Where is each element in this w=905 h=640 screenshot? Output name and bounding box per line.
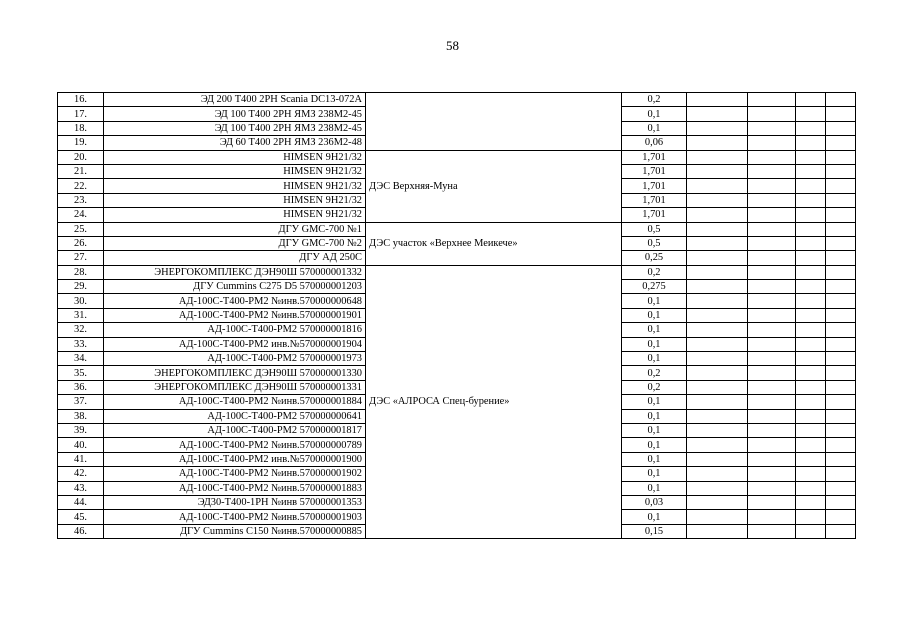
empty-cell xyxy=(826,337,856,351)
row-number: 17. xyxy=(58,107,104,121)
empty-cell xyxy=(796,423,826,437)
row-number: 35. xyxy=(58,366,104,380)
empty-cell xyxy=(748,510,796,524)
empty-cell xyxy=(687,423,748,437)
row-number: 44. xyxy=(58,495,104,509)
equipment-name: ЭД 60 Т400 2РН ЯМЗ 236М2-48 xyxy=(104,136,366,150)
empty-cell xyxy=(687,323,748,337)
equipment-name: АД-100С-Т400-РМ2 570000001973 xyxy=(104,352,366,366)
equipment-name: ЭД 100 Т400 2РН ЯМЗ 238М2-45 xyxy=(104,121,366,135)
empty-cell xyxy=(687,452,748,466)
power-value: 0,1 xyxy=(622,308,687,322)
empty-cell xyxy=(826,323,856,337)
empty-cell xyxy=(748,409,796,423)
empty-cell xyxy=(687,438,748,452)
empty-cell xyxy=(748,467,796,481)
power-value: 0,1 xyxy=(622,352,687,366)
empty-cell xyxy=(748,294,796,308)
empty-cell xyxy=(687,510,748,524)
empty-cell xyxy=(826,438,856,452)
empty-cell xyxy=(687,308,748,322)
equipment-name: АД-100С-Т400-РМ2 №инв.570000001884 xyxy=(104,395,366,409)
row-number: 45. xyxy=(58,510,104,524)
empty-cell xyxy=(748,222,796,236)
power-value: 0,1 xyxy=(622,467,687,481)
row-number: 23. xyxy=(58,193,104,207)
empty-cell xyxy=(796,395,826,409)
empty-cell xyxy=(687,280,748,294)
empty-cell xyxy=(748,452,796,466)
empty-cell xyxy=(826,452,856,466)
equipment-name: HIMSEN 9H21/32 xyxy=(104,150,366,164)
row-number: 43. xyxy=(58,481,104,495)
empty-cell xyxy=(826,366,856,380)
row-number: 16. xyxy=(58,93,104,107)
power-value: 1,701 xyxy=(622,208,687,222)
empty-cell xyxy=(826,524,856,538)
empty-cell xyxy=(687,395,748,409)
empty-cell xyxy=(796,164,826,178)
empty-cell xyxy=(748,208,796,222)
empty-cell xyxy=(796,352,826,366)
empty-cell xyxy=(826,409,856,423)
empty-cell xyxy=(748,366,796,380)
row-number: 31. xyxy=(58,308,104,322)
empty-cell xyxy=(687,524,748,538)
empty-cell xyxy=(796,524,826,538)
empty-cell xyxy=(796,193,826,207)
equipment-name: АД-100С-Т400-РМ2 инв.№570000001900 xyxy=(104,452,366,466)
empty-cell xyxy=(748,308,796,322)
empty-cell xyxy=(748,380,796,394)
equipment-name: АД-100С-Т400-РМ2 инв.№570000001904 xyxy=(104,337,366,351)
power-value: 0,5 xyxy=(622,236,687,250)
empty-cell xyxy=(687,265,748,279)
empty-cell xyxy=(687,352,748,366)
power-value: 0,1 xyxy=(622,510,687,524)
power-value: 0,1 xyxy=(622,452,687,466)
row-number: 33. xyxy=(58,337,104,351)
table-row xyxy=(58,93,856,107)
empty-cell xyxy=(826,280,856,294)
power-value: 0,03 xyxy=(622,495,687,509)
power-value: 0,1 xyxy=(622,395,687,409)
empty-cell xyxy=(687,222,748,236)
empty-cell xyxy=(826,179,856,193)
power-value: 0,1 xyxy=(622,107,687,121)
row-number: 28. xyxy=(58,265,104,279)
empty-cell xyxy=(748,323,796,337)
empty-cell xyxy=(796,467,826,481)
power-value: 0,2 xyxy=(622,93,687,107)
page-number: 58 xyxy=(446,38,459,53)
site-name xyxy=(366,93,622,151)
empty-cell xyxy=(796,510,826,524)
empty-cell xyxy=(796,251,826,265)
power-value: 0,1 xyxy=(622,481,687,495)
empty-cell xyxy=(826,495,856,509)
empty-cell xyxy=(748,265,796,279)
empty-cell xyxy=(826,208,856,222)
table-row xyxy=(58,150,856,164)
empty-cell xyxy=(748,481,796,495)
empty-cell xyxy=(748,438,796,452)
empty-cell xyxy=(687,121,748,135)
row-number: 29. xyxy=(58,280,104,294)
equipment-name: АД-100С-Т400-РМ2 №инв.570000000789 xyxy=(104,438,366,452)
power-value: 0,15 xyxy=(622,524,687,538)
site-name: ДЭС «АЛРОСА Спец-бурение» xyxy=(366,265,622,538)
empty-cell xyxy=(748,193,796,207)
empty-cell xyxy=(826,222,856,236)
empty-cell xyxy=(748,107,796,121)
empty-cell xyxy=(826,510,856,524)
row-number: 24. xyxy=(58,208,104,222)
empty-cell xyxy=(826,121,856,135)
equipment-name: ДГУ АД 250С xyxy=(104,251,366,265)
empty-cell xyxy=(796,208,826,222)
power-value: 0,1 xyxy=(622,121,687,135)
empty-cell xyxy=(796,121,826,135)
empty-cell xyxy=(748,251,796,265)
equipment-table xyxy=(57,92,856,539)
empty-cell xyxy=(796,481,826,495)
empty-cell xyxy=(748,121,796,135)
empty-cell xyxy=(687,164,748,178)
equipment-name: АД-100С-Т400-РМ2 570000001817 xyxy=(104,423,366,437)
row-number: 37. xyxy=(58,395,104,409)
equipment-name: ЭД 200 Т400 2РН Scania DC13-072A xyxy=(104,93,366,107)
empty-cell xyxy=(687,366,748,380)
power-value: 1,701 xyxy=(622,150,687,164)
empty-cell xyxy=(687,481,748,495)
equipment-name: ЭД 100 Т400 2РН ЯМЗ 238М2-45 xyxy=(104,107,366,121)
equipment-name: АД-100С-Т400-РМ2 №инв.570000000648 xyxy=(104,294,366,308)
empty-cell xyxy=(796,337,826,351)
empty-cell xyxy=(687,495,748,509)
equipment-name: АД-100С-Т400-РМ2 №инв.570000001903 xyxy=(104,510,366,524)
empty-cell xyxy=(687,208,748,222)
empty-cell xyxy=(826,251,856,265)
table-row xyxy=(58,265,856,279)
empty-cell xyxy=(748,352,796,366)
empty-cell xyxy=(748,337,796,351)
row-number: 26. xyxy=(58,236,104,250)
equipment-name: ДГУ Cummins C150 №инв.570000000885 xyxy=(104,524,366,538)
empty-cell xyxy=(826,294,856,308)
empty-cell xyxy=(748,280,796,294)
empty-cell xyxy=(796,294,826,308)
empty-cell xyxy=(796,150,826,164)
row-number: 19. xyxy=(58,136,104,150)
power-value: 0,1 xyxy=(622,294,687,308)
power-value: 0,25 xyxy=(622,251,687,265)
empty-cell xyxy=(748,150,796,164)
equipment-name: АД-100С-Т400-РМ2 №инв.570000001883 xyxy=(104,481,366,495)
power-value: 0,1 xyxy=(622,423,687,437)
empty-cell xyxy=(796,107,826,121)
row-number: 20. xyxy=(58,150,104,164)
empty-cell xyxy=(687,380,748,394)
equipment-name: ЭНЕРГОКОМПЛЕКС ДЭН90Ш 570000001330 xyxy=(104,366,366,380)
empty-cell xyxy=(796,265,826,279)
empty-cell xyxy=(796,452,826,466)
empty-cell xyxy=(796,438,826,452)
row-number: 34. xyxy=(58,352,104,366)
row-number: 21. xyxy=(58,164,104,178)
equipment-name: АД-100С-Т400-РМ2 570000000641 xyxy=(104,409,366,423)
empty-cell xyxy=(796,308,826,322)
row-number: 32. xyxy=(58,323,104,337)
empty-cell xyxy=(826,308,856,322)
power-value: 0,1 xyxy=(622,323,687,337)
row-number: 22. xyxy=(58,179,104,193)
row-number: 36. xyxy=(58,380,104,394)
empty-cell xyxy=(826,467,856,481)
row-number: 25. xyxy=(58,222,104,236)
empty-cell xyxy=(826,380,856,394)
empty-cell xyxy=(796,179,826,193)
row-number: 40. xyxy=(58,438,104,452)
empty-cell xyxy=(826,236,856,250)
row-number: 27. xyxy=(58,251,104,265)
empty-cell xyxy=(826,164,856,178)
empty-cell xyxy=(748,524,796,538)
equipment-name: АД-100С-Т400-РМ2 №инв.570000001902 xyxy=(104,467,366,481)
empty-cell xyxy=(687,337,748,351)
equipment-name: ДГУ GMC-700 №1 xyxy=(104,222,366,236)
site-name: ДЭС Верхняя-Муна xyxy=(366,150,622,222)
empty-cell xyxy=(796,280,826,294)
empty-cell xyxy=(826,352,856,366)
empty-cell xyxy=(748,236,796,250)
equipment-name: АД-100С-Т400-РМ2 №инв.570000001901 xyxy=(104,308,366,322)
power-value: 0,1 xyxy=(622,337,687,351)
empty-cell xyxy=(796,136,826,150)
equipment-name: ДГУ Cummins C275 D5 570000001203 xyxy=(104,280,366,294)
empty-cell xyxy=(687,236,748,250)
empty-cell xyxy=(687,107,748,121)
site-name: ДЭС участок «Верхнее Меикече» xyxy=(366,222,622,265)
empty-cell xyxy=(826,150,856,164)
equipment-name: HIMSEN 9H21/32 xyxy=(104,164,366,178)
empty-cell xyxy=(796,323,826,337)
equipment-name: HIMSEN 9H21/32 xyxy=(104,193,366,207)
equipment-name: АД-100С-Т400-РМ2 570000001816 xyxy=(104,323,366,337)
empty-cell xyxy=(796,366,826,380)
equipment-name: ЭД30-Т400-1РН №инв 570000001353 xyxy=(104,495,366,509)
empty-cell xyxy=(826,93,856,107)
empty-cell xyxy=(687,93,748,107)
empty-cell xyxy=(826,136,856,150)
power-value: 1,701 xyxy=(622,164,687,178)
power-value: 1,701 xyxy=(622,193,687,207)
empty-cell xyxy=(826,395,856,409)
empty-cell xyxy=(748,495,796,509)
empty-cell xyxy=(748,93,796,107)
power-value: 0,1 xyxy=(622,409,687,423)
empty-cell xyxy=(687,179,748,193)
table-row xyxy=(58,222,856,236)
empty-cell xyxy=(748,164,796,178)
empty-cell xyxy=(796,222,826,236)
empty-cell xyxy=(826,481,856,495)
power-value: 0,2 xyxy=(622,366,687,380)
power-value: 0,2 xyxy=(622,380,687,394)
empty-cell xyxy=(687,294,748,308)
empty-cell xyxy=(687,251,748,265)
empty-cell xyxy=(687,150,748,164)
empty-cell xyxy=(796,495,826,509)
row-number: 30. xyxy=(58,294,104,308)
row-number: 38. xyxy=(58,409,104,423)
empty-cell xyxy=(826,423,856,437)
power-value: 0,2 xyxy=(622,265,687,279)
empty-cell xyxy=(748,395,796,409)
empty-cell xyxy=(796,93,826,107)
empty-cell xyxy=(687,467,748,481)
empty-cell xyxy=(796,380,826,394)
row-number: 42. xyxy=(58,467,104,481)
empty-cell xyxy=(687,193,748,207)
empty-cell xyxy=(826,107,856,121)
equipment-name: HIMSEN 9H21/32 xyxy=(104,208,366,222)
power-value: 0,5 xyxy=(622,222,687,236)
empty-cell xyxy=(826,193,856,207)
empty-cell xyxy=(796,236,826,250)
empty-cell xyxy=(826,265,856,279)
equipment-name: ЭНЕРГОКОМПЛЕКС ДЭН90Ш 570000001332 xyxy=(104,265,366,279)
row-number: 39. xyxy=(58,423,104,437)
empty-cell xyxy=(748,179,796,193)
row-number: 46. xyxy=(58,524,104,538)
empty-cell xyxy=(796,409,826,423)
equipment-name: HIMSEN 9H21/32 xyxy=(104,179,366,193)
empty-cell xyxy=(748,423,796,437)
row-number: 18. xyxy=(58,121,104,135)
power-value: 0,1 xyxy=(622,438,687,452)
power-value: 0,275 xyxy=(622,280,687,294)
power-value: 1,701 xyxy=(622,179,687,193)
equipment-name: ДГУ GMC-700 №2 xyxy=(104,236,366,250)
empty-cell xyxy=(748,136,796,150)
empty-cell xyxy=(687,136,748,150)
equipment-name: ЭНЕРГОКОМПЛЕКС ДЭН90Ш 570000001331 xyxy=(104,380,366,394)
row-number: 41. xyxy=(58,452,104,466)
empty-cell xyxy=(687,409,748,423)
power-value: 0,06 xyxy=(622,136,687,150)
